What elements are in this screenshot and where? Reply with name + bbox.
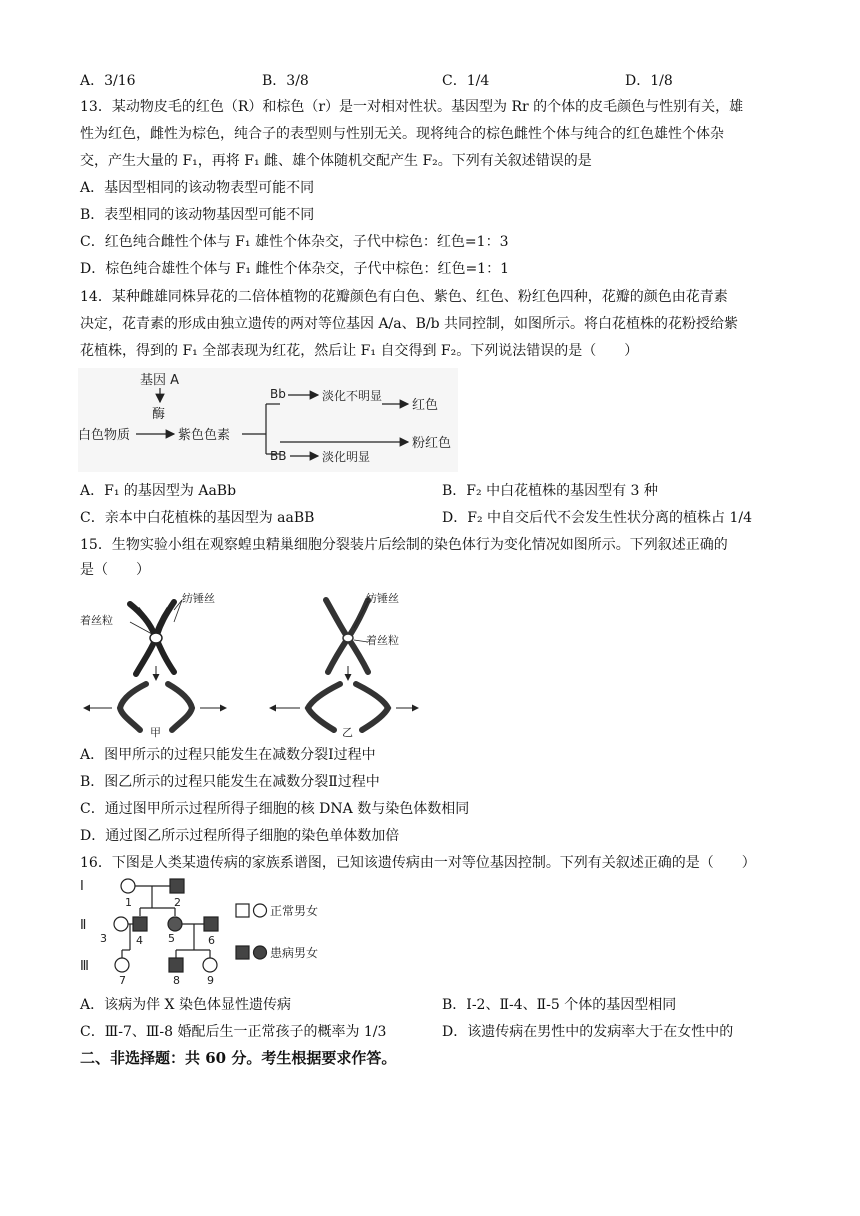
pigment-pathway-diagram [78,368,458,472]
bb-lower-label: BB [270,449,287,463]
q12-option-a: A．3/16 [80,73,136,89]
q15-option-a: A．图甲所示的过程只能发生在减数分裂Ⅰ过程中 [80,747,376,763]
legend-normal-male-icon [236,904,249,917]
label-9: 9 [207,974,214,986]
legend-normal-label: 正常男女 [270,904,319,918]
generation-ii-label: Ⅱ [80,918,87,933]
legend-affected-male-icon [236,946,249,959]
q14-stem-line-3: 花植株，得到的 F₁ 全部表现为红花，然后让 F₁ 自交得到 F₂。下列说法错误的是（ ） [80,343,639,359]
q14-option-c: C．亲本中白花植株的基因型为 aaBB [80,510,315,526]
q16-option-c: C．Ⅲ-7、Ⅲ-8 婚配后生一正常孩子的概率为 1/3 [80,1024,387,1040]
q12-option-d: D．1/8 [625,73,673,89]
q16-stem: 16．下图是人类某遗传病的家族系谱图，已知该遗传病由一对等位基因控制。下列有关叙述正确的是（ ） [80,855,756,871]
jia-spindle-label: 纺锤丝 [182,592,215,605]
yi-chromosome-drawing [326,600,368,672]
q14-option-b: B．F₂ 中白花植株的基因型有 3 种 [442,483,658,499]
yi-spindle-pointer [354,602,368,628]
section-ii-heading: 二、非选择题：共 60 分。考生根据要求作答。 [80,1049,397,1067]
bb-upper-label: Bb [270,387,286,401]
label-5: 5 [168,932,175,945]
yi-separation-drawing [308,684,388,730]
q13-option-b: B．表型相同的该动物基因型可能不同 [80,207,315,223]
pedigree-chart [78,874,458,986]
individual-iii-9 [203,958,217,972]
q15-stem-line-2: 是（ ） [80,562,150,578]
individual-ii-6 [204,917,218,931]
red-label: 红色 [412,398,439,413]
gene-a-label: 基因 A [140,373,180,388]
strong-fade-label: 淡化明显 [322,450,371,464]
q13-stem-line-2: 性为红色，雌性为棕色，纯合子的表型则与性别无关。现将纯合的棕色雌性个体与纯合的红色雄性个体杂 [80,126,724,142]
jia-centromere-label: 着丝粒 [80,614,113,627]
individual-iii-7 [115,958,129,972]
q13-option-c: C．红色纯合雌性个体与 F₁ 雄性个体杂交，子代中棕色：红色=1：3 [80,234,509,250]
q13-option-a: A．基因型相同的该动物表型可能不同 [80,180,315,196]
q13-option-d: D．棕色纯合雄性个体与 F₁ 雌性个体杂交，子代中棕色：红色=1：1 [80,261,509,277]
jia-tetrad-drawing [130,602,174,674]
chromosome-figure [78,588,420,738]
label-8: 8 [173,974,180,986]
generation-i-label: Ⅰ [80,879,84,894]
individual-i-2 [170,879,184,893]
purple-pigment-label: 紫色色素 [178,428,231,443]
yi-spindle-label: 纺锤丝 [366,592,399,605]
label-6: 6 [208,934,215,947]
label-4: 4 [136,934,143,947]
yi-label: 乙 [342,726,353,738]
label-2: 2 [174,896,181,909]
q14-stem-line-1: 14．某种雌雄同株异花的二倍体植物的花瓣颜色有白色、紫色、红色、粉红色四种，花瓣的颜色由花青素 [80,289,728,305]
individual-i-1 [121,879,135,893]
legend-affected-label: 患病男女 [270,946,319,960]
q16-option-a: A．该病为伴 X 染色体显性遗传病 [80,997,291,1013]
label-7: 7 [119,974,126,986]
generation-iii-label: Ⅲ [80,959,89,974]
individual-ii-3 [114,917,128,931]
q16-option-b: B．Ⅰ-2、Ⅱ-4、Ⅱ-5 个体的基因型相同 [442,997,677,1013]
label-3: 3 [100,932,107,945]
individual-iii-8 [169,958,183,972]
legend-affected-female-icon [254,946,267,959]
q12-option-c: C．1/4 [442,73,490,89]
white-substance-label: 白色物质 [78,428,131,443]
jia-separation-drawing [120,684,192,730]
yi-centromere-label: 着丝粒 [366,634,399,647]
label-1: 1 [125,896,132,909]
q15-option-c: C．通过图甲所示过程所得子细胞的核 DNA 数与染色体数相同 [80,801,470,817]
q16-option-d: D．该遗传病在男性中的发病率大于在女性中的 [442,1024,734,1040]
q12-option-b: B．3/8 [262,73,309,89]
individual-ii-5 [168,917,182,931]
enzyme-label: 酶 [152,407,166,422]
q14-stem-line-2: 决定，花青素的形成由独立遗传的两对等位基因 A/a、B/b 共同控制，如图所示。将白花植株的花粉授给紫 [80,316,739,332]
q14-option-d: D．F₂ 中自交后代不会发生性状分离的植株占 1/4 [442,510,752,526]
q15-option-b: B．图乙所示的过程只能发生在减数分裂Ⅱ过程中 [80,774,380,790]
pink-label: 粉红色 [412,436,452,451]
weak-fade-label: 淡化不明显 [322,389,383,403]
legend-normal-female-icon [254,904,267,917]
q14-option-a: A．F₁ 的基因型为 AaBb [80,483,237,499]
individual-ii-4 [133,917,147,931]
jia-label: 甲 [150,726,161,738]
q15-option-d: D．通过图乙所示过程所得子细胞的染色单体数加倍 [80,828,400,844]
q13-stem-line-3: 交，产生大量的 F₁，再将 F₁ 雌、雄个体随机交配产生 F₂。下列有关叙述错误的是 [80,153,592,169]
q15-stem-line-1: 15．生物实验小组在观察蝗虫精巢细胞分裂装片后绘制的染色体行为变化情况如图所示。下列叙述正确的 [80,537,728,553]
q13-stem-line-1: 13．某动物皮毛的红色（R）和棕色（r）是一对相对性状。基因型为 Rr 的个体的皮毛颜色与性别有关，雄 [80,99,744,115]
